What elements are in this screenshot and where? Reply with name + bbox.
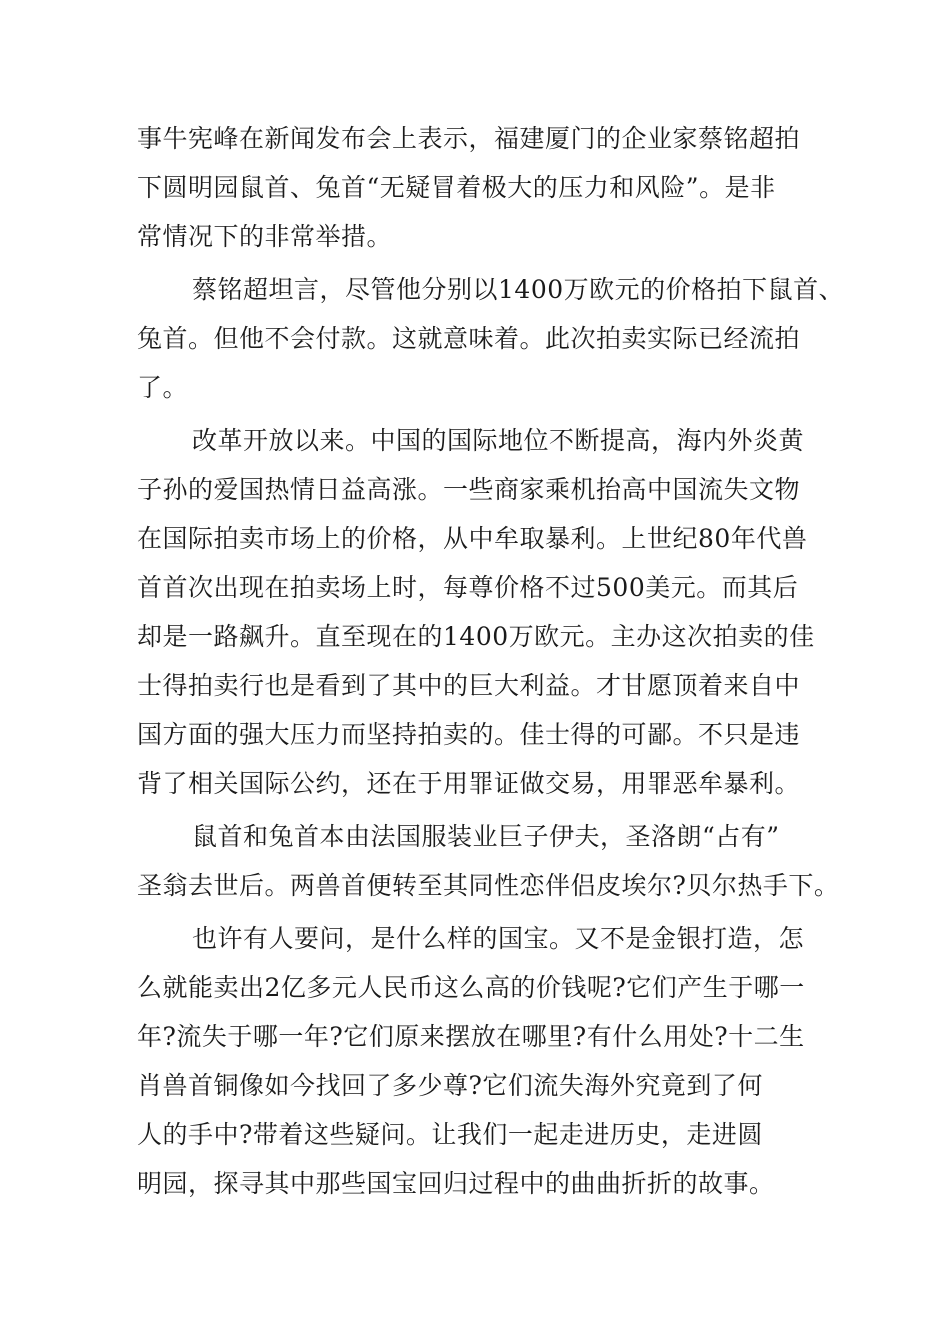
text-line: 国方面的强大压力而坚持拍卖的。佳士得的可鄙。不只是违	[137, 720, 801, 749]
text-line: 士得拍卖行也是看到了其中的巨大利益。才甘愿顶着来自中	[137, 671, 801, 700]
text-line: 首首次出现在拍卖场上时，每尊价格不过500美元。而其后	[137, 573, 799, 602]
text-line: 圣翁去世后。两兽首便转至其同性恋伴侣皮埃尔?贝尔热手下。	[137, 871, 840, 900]
document-body	[137, 114, 845, 1208]
text-line: 也许有人要问，是什么样的国宝。又不是金银打造，怎	[192, 924, 805, 953]
text-line: 蔡铭超坦言，尽管他分别以1400万欧元的价格拍下鼠首、	[192, 275, 845, 304]
text-line: 明园，探寻其中那些国宝回归过程中的曲曲折折的故事。	[137, 1169, 775, 1198]
paragraph	[137, 812, 840, 910]
text-line: 鼠首和兔首本由法国服装业巨子伊夫，圣洛朗“占有”	[192, 822, 780, 851]
paragraph	[137, 114, 837, 261]
text-line: 子孙的爱国热情日益高涨。一些商家乘机抬高中国流失文物	[137, 475, 801, 504]
text-line: 年?流失于哪一年?它们原来摆放在哪里?有什么用处?十二生	[137, 1022, 805, 1051]
text-line: 人的手中?带着这些疑问。让我们一起走进历史，走进圆	[137, 1120, 763, 1149]
text-line: 么就能卖出2亿多元人民币这么高的价钱呢?它们产生于哪一	[137, 973, 805, 1002]
paragraph	[137, 265, 845, 412]
text-line: 事牛宪峰在新闻发布会上表示，福建厦门的企业家蔡铭超拍	[137, 124, 801, 153]
text-line: 背了相关国际公约，还在于用罪证做交易，用罪恶牟暴利。	[137, 769, 801, 798]
text-line: 在国际拍卖市场上的价格，从中牟取暴利。上世纪80年代兽	[137, 524, 808, 553]
text-line: 却是一路飙升。直至现在的1400万欧元。主办这次拍卖的佳	[137, 622, 815, 651]
text-line: 改革开放以来。中国的国际地位不断提高，海内外炎黄	[192, 426, 805, 455]
text-line: 肖兽首铜像如今找回了多少尊?它们流失海外究竟到了何	[137, 1071, 763, 1100]
paragraph	[137, 416, 837, 808]
text-line: 常情况下的非常举措。	[137, 222, 393, 251]
text-line: 了。	[137, 373, 189, 402]
text-line: 下圆明园鼠首、兔首“无疑冒着极大的压力和风险”。是非	[137, 173, 776, 202]
paragraph	[137, 914, 837, 1208]
text-line: 兔首。但他不会付款。这就意味着。此次拍卖实际已经流拍	[137, 324, 801, 353]
